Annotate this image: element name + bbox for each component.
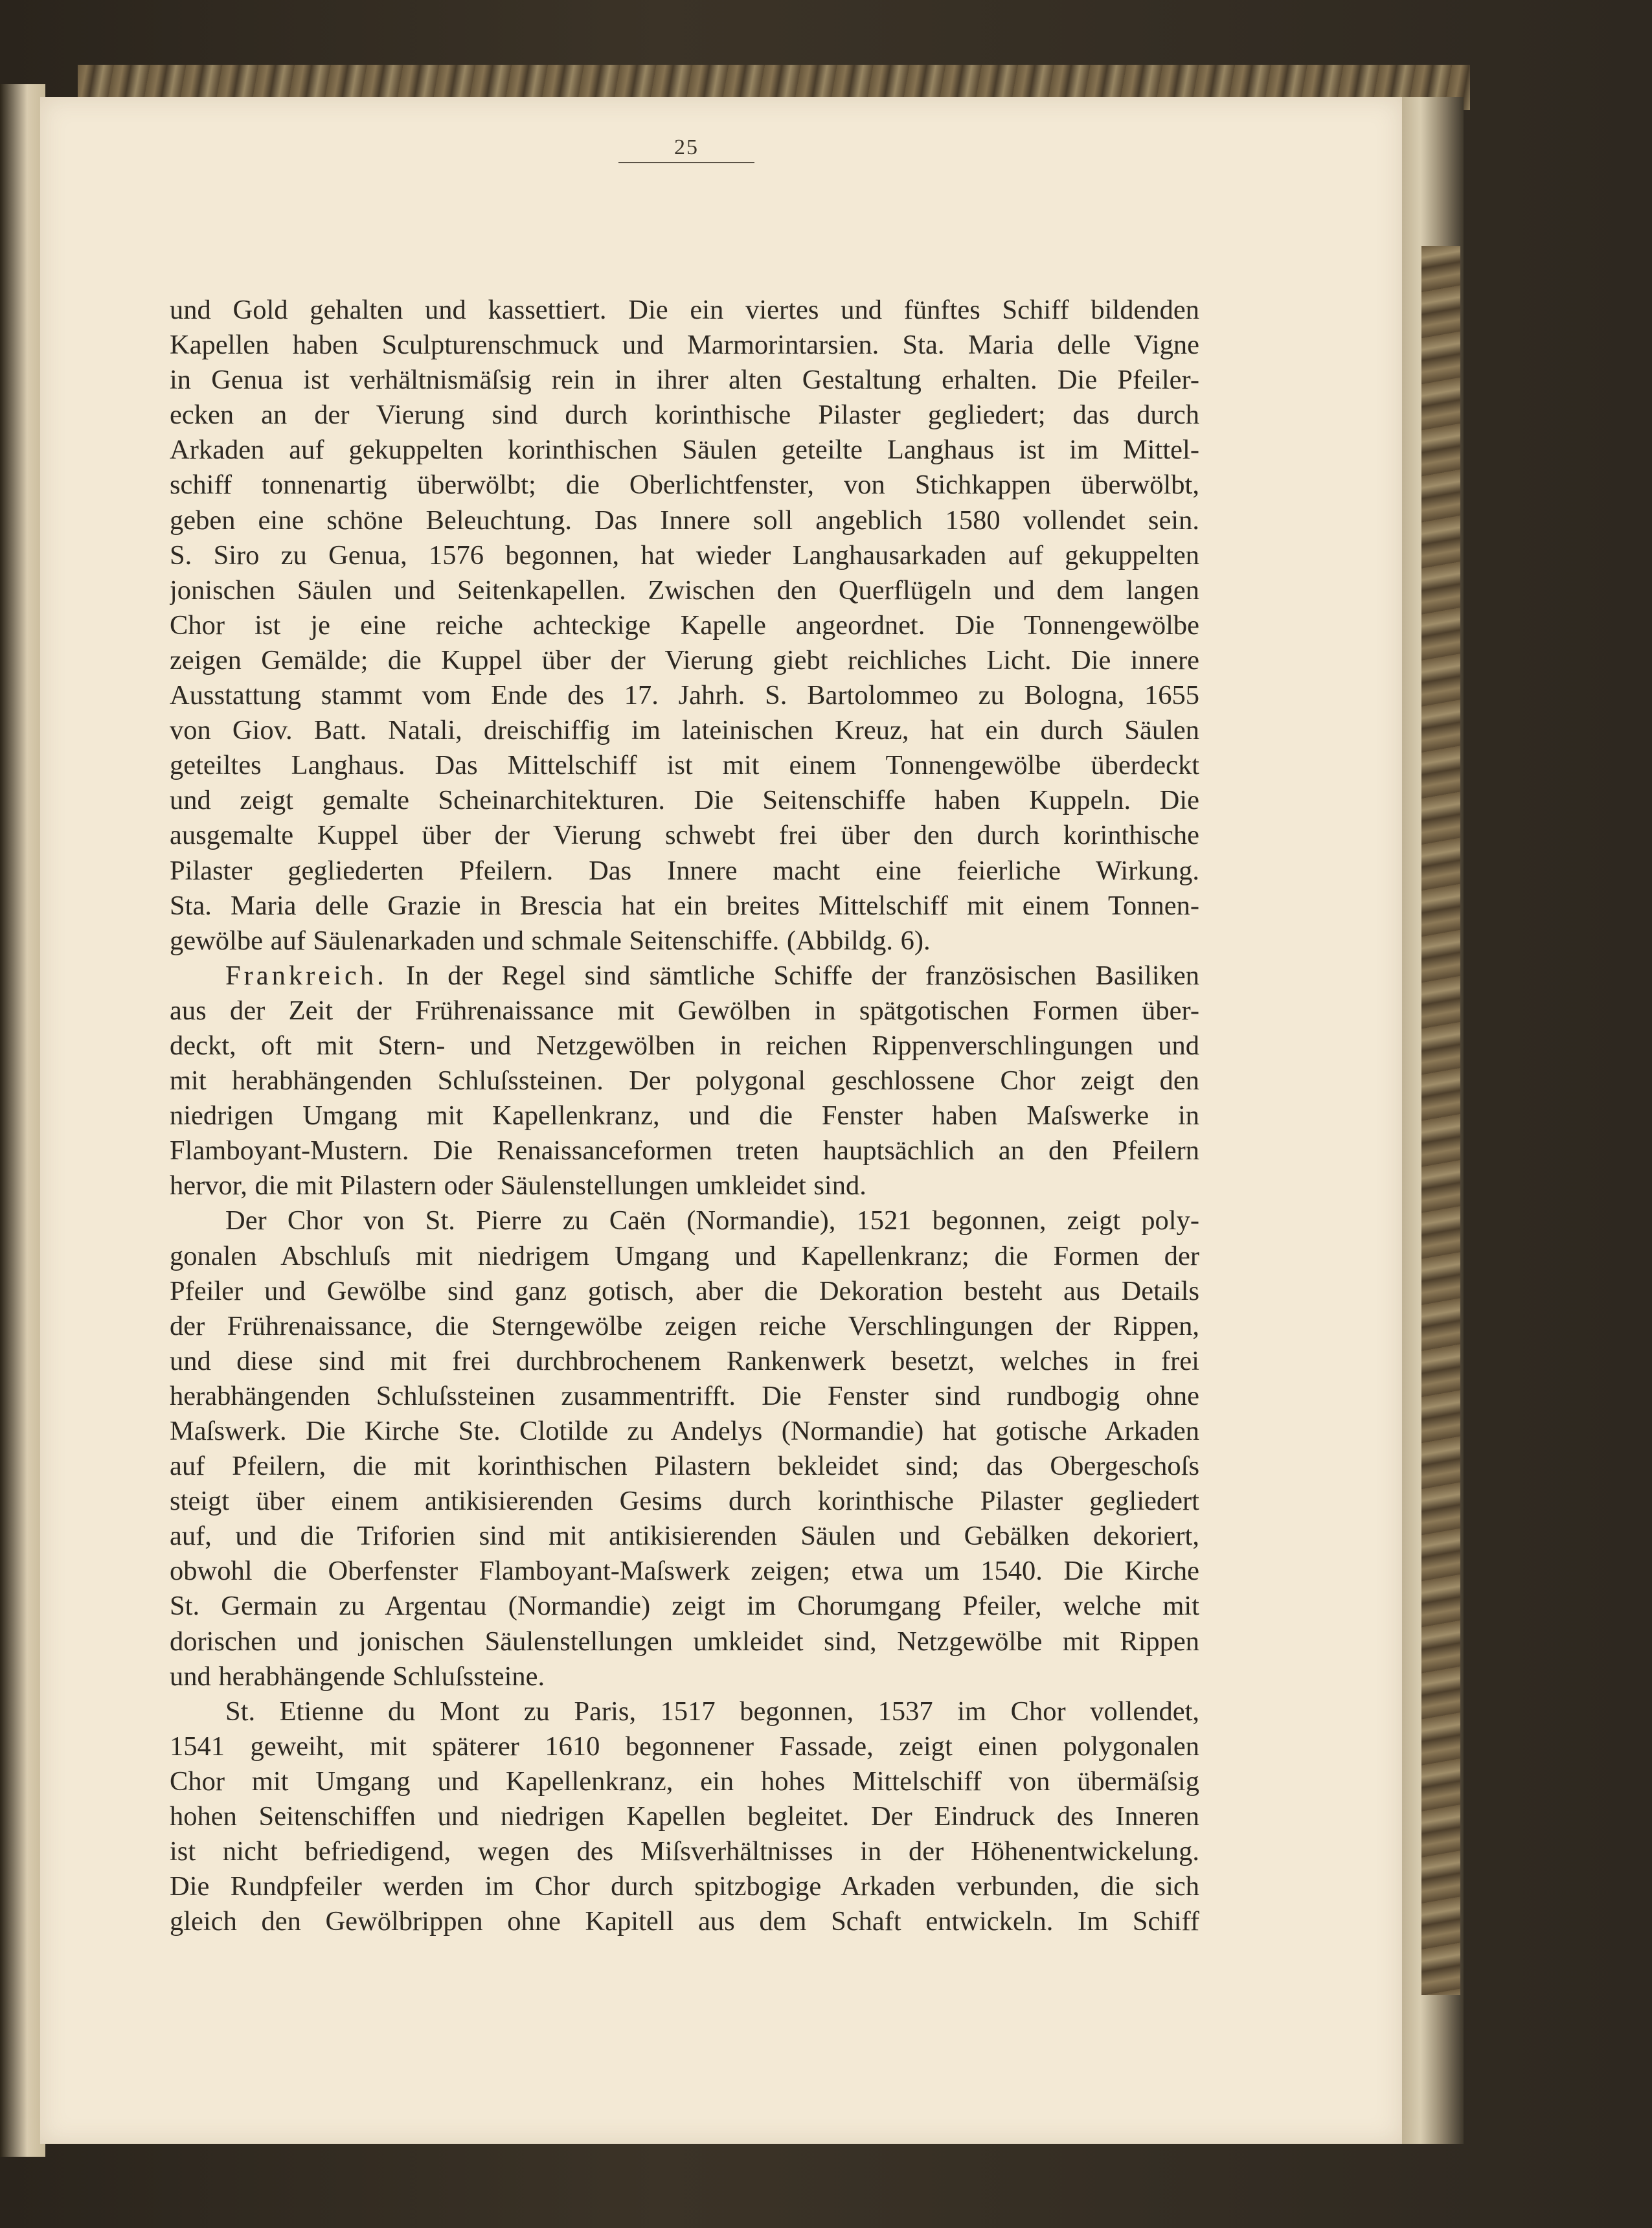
book-binding-left	[0, 84, 45, 2157]
text-line: aus der Zeit der Frührenaissance mit Gewölben in spätgotischen Formen über-	[170, 995, 1199, 1026]
text-line: ecken an der Vierung sind durch korinthische Pilaster gegliedert; das durch	[170, 400, 1199, 431]
text-line: gewölbe auf Säulenarkaden und schmale Seitenschiffe. (Abbildg. 6).	[170, 925, 931, 956]
text-line: Flamboyant-Mustern. Die Renaissanceformen treten hauptsächlich an den Pfeilern	[170, 1135, 1199, 1166]
text-line: S. Siro zu Genua, 1576 begonnen, hat wieder Langhausarkaden auf gekuppelten	[170, 540, 1199, 571]
page-number-rule	[618, 162, 754, 163]
text-line: St. Etienne du Mont zu Paris, 1517 begonnen, 1537 im Chor vollendet,	[225, 1696, 1199, 1727]
section-paragraph-start	[170, 959, 1199, 994]
text-line: und herabhängende Schluſssteine.	[170, 1661, 545, 1692]
text-line: dorischen und jonischen Säulenstellungen umkleidet sind, Netzgewölbe mit Rippen	[170, 1626, 1199, 1657]
text-line: geteiltes Langhaus. Das Mittelschiff ist mit einem Tonnengewölbe überdeckt	[170, 750, 1199, 781]
text-line: steigt über einem antikisierenden Gesims durch korinthische Pilaster gegliedert	[170, 1486, 1199, 1517]
text-line: und zeigt gemalte Scheinarchitekturen. Die Seitenschiffe haben Kuppeln. Die	[170, 785, 1199, 816]
text-line: Chor ist je eine reiche achteckige Kapelle angeordnet. Die Tonnengewölbe	[170, 609, 1199, 641]
text-line: geben eine schöne Beleuchtung. Das Innere soll angeblich 1580 vollendet sein.	[170, 505, 1199, 536]
text-line: obwohl die Oberfenster Flamboyant-Maſswerk zeigen; etwa um 1540. Die Kirche	[170, 1556, 1199, 1587]
text-line: jonischen Säulen und Seitenkapellen. Zwischen den Querflügeln und dem langen	[170, 574, 1199, 606]
text-line: Chor mit Umgang und Kapellenkranz, ein hohes Mittelschiff von übermäſsig	[170, 1766, 1199, 1797]
text-line: auf, und die Triforien sind mit antikisierenden Säulen und Gebälken dekoriert,	[170, 1521, 1199, 1552]
text-line: ausgemalte Kuppel über der Vierung schwebt frei über den durch korinthische	[170, 820, 1199, 851]
text-line: Pfeiler und Gewölbe sind ganz gotisch, aber die Dekoration besteht aus Details	[170, 1275, 1199, 1306]
text-line: gonalen Abschluſs mit niedrigem Umgang und Kapellenkranz; die Formen der	[170, 1240, 1199, 1271]
text-line: Maſswerk. Die Kirche Ste. Clotilde zu Andelys (Normandie) hat gotische Arkaden	[170, 1416, 1199, 1446]
page-header	[618, 135, 754, 163]
text-line: Sta. Maria delle Grazie in Brescia hat ein breites Mittelschiff mit einem Tonnen-	[170, 890, 1199, 921]
text-line: St. Germain zu Argentau (Normandie) zeigt im Chorumgang Pfeiler, welche mit	[170, 1591, 1199, 1622]
text-line: auf Pfeilern, die mit korinthischen Pilastern bekleidet sind; das Obergeschoſs	[170, 1451, 1199, 1482]
text-line: 1541 geweiht, mit späterer 1610 begonnener Fassade, zeigt einen polygonalen	[170, 1731, 1199, 1762]
marbled-endpaper-right	[1421, 246, 1460, 1995]
text-line: und diese sind mit frei durchbrochenem Rankenwerk besetzt, welches in frei	[170, 1345, 1199, 1376]
text-line: Kapellen haben Sculpturenschmuck und Marmorintarsien. Sta. Maria delle Vigne	[170, 330, 1199, 361]
text-line: mit herabhängenden Schluſssteinen. Der polygonal geschlossene Chor zeigt den	[170, 1065, 1199, 1097]
text-line: Arkaden auf gekuppelten korinthischen Säulen geteilte Langhaus ist im Mittel-	[170, 435, 1199, 466]
page-number: 25	[674, 135, 699, 159]
text-line: der Frührenaissance, die Sterngewölbe zeigen reiche Verschlingungen der Rippen,	[170, 1310, 1199, 1341]
text-line: ist nicht befriedigend, wegen des Miſsverhältnisses in der Höhenentwickelung.	[170, 1836, 1199, 1867]
text-line: schiff tonnenartig überwölbt; die Oberlichtfenster, von Stichkappen überwölbt,	[170, 470, 1199, 501]
body-text	[170, 293, 1199, 1939]
text-line: Der Chor von St. Pierre zu Caën (Normandie), 1521 begonnen, zeigt poly-	[225, 1205, 1199, 1236]
text-line: Ausstattung stammt vom Ende des 17. Jahrh. S. Bartolommeo zu Bologna, 1655	[170, 680, 1199, 711]
text-line: in Genua ist verhältnismäſsig rein in ihrer alten Gestaltung erhalten. Die Pfeiler-	[170, 365, 1199, 396]
text-line: hervor, die mit Pilastern oder Säulenstellungen umkleidet sind.	[170, 1170, 866, 1201]
text-line: Pilaster gegliederten Pfeilern. Das Innere macht eine feierliche Wirkung.	[170, 855, 1199, 886]
text-line: und Gold gehalten und kassettiert. Die ein viertes und fünftes Schiff bildenden	[170, 295, 1199, 325]
text-line: herabhängenden Schluſssteinen zusammentrifft. Die Fenster sind rundbogig ohne	[170, 1380, 1199, 1411]
text-line: niedrigen Umgang mit Kapellenkranz, und die Fenster haben Maſswerke in	[170, 1100, 1199, 1131]
text-line-rest: In der Regel sind sämtliche Schiffe der französischen Basiliken	[405, 960, 1199, 991]
text-line: Die Rundpfeiler werden im Chor durch spitzbogige Arkaden verbunden, die sich	[170, 1871, 1199, 1902]
section-heading: Frankreich.	[225, 960, 387, 991]
text-line: hohen Seitenschiffen und niedrigen Kapellen begleitet. Der Eindruck des Inneren	[170, 1801, 1199, 1832]
text-line: von Giov. Batt. Natali, dreischiffig im lateinischen Kreuz, hat ein durch Säulen	[170, 715, 1199, 746]
text-line: gleich den Gewölbrippen ohne Kapitell aus dem Schaft entwickeln. Im Schiff	[170, 1906, 1199, 1937]
text-line: zeigen Gemälde; die Kuppel über der Vierung giebt reichliches Licht. Die innere	[170, 644, 1199, 676]
text-line: deckt, oft mit Stern- und Netzgewölben in reichen Rippenverschlingungen und	[170, 1030, 1199, 1061]
